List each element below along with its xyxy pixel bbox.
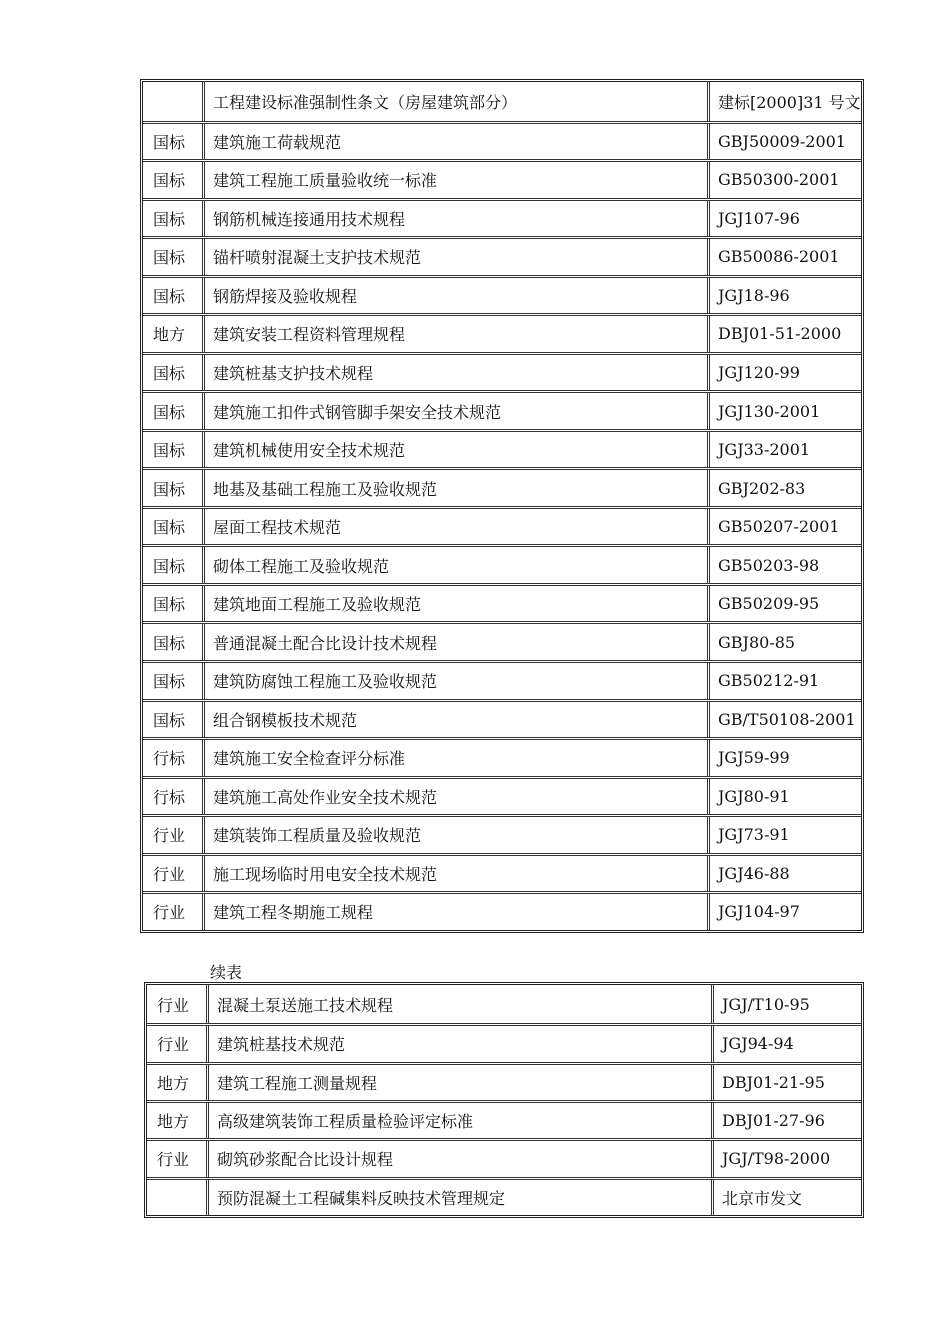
standard-code: JGJ120-99	[707, 355, 861, 391]
standard-category: 国标	[153, 248, 186, 268]
table-row	[147, 1100, 861, 1138]
standard-code: JGJ130-2001	[707, 393, 861, 429]
standard-category: 国标	[153, 171, 186, 191]
table-row	[143, 467, 861, 506]
standard-code: JGJ104-97	[707, 894, 861, 930]
table-row	[143, 583, 861, 622]
standard-category: 国标	[153, 441, 186, 461]
table-row	[143, 853, 861, 892]
standard-category: 国标	[153, 363, 186, 383]
standard-category: 行业	[157, 1150, 190, 1170]
standard-category: 国标	[153, 402, 186, 422]
standard-code: JGJ/T10-95	[711, 985, 861, 1023]
table-row	[143, 236, 861, 275]
standard-code: GB50203-98	[707, 547, 861, 583]
standard-name: 建筑机械使用安全技术规范	[202, 432, 707, 468]
standard-category: 地方	[153, 325, 186, 345]
standard-code: JGJ73-91	[707, 817, 861, 853]
standard-category: 国标	[153, 595, 186, 615]
standard-name: 建筑装饰工程质量及验收规范	[202, 817, 707, 853]
standard-category: 国标	[153, 672, 186, 692]
standard-category: 地方	[157, 1112, 190, 1132]
standard-code: GBJ80-85	[707, 624, 861, 660]
continued-label: 续表	[210, 963, 243, 982]
standard-category: 国标	[153, 479, 186, 499]
table-row	[143, 776, 861, 815]
standard-name: 工程建设标准强制性条文（房屋建筑部分）	[202, 82, 707, 121]
standard-category: 国标	[153, 286, 186, 306]
standard-code: JGJ94-94	[711, 1026, 861, 1061]
standard-code: JGJ46-88	[707, 856, 861, 892]
standard-category: 行业	[153, 864, 186, 884]
table-row	[143, 814, 861, 853]
standard-category: 行标	[153, 749, 186, 769]
table-row	[143, 737, 861, 776]
standard-category: 行业	[153, 826, 186, 846]
table-row	[143, 390, 861, 429]
table-row	[143, 275, 861, 314]
standard-category: 国标	[153, 633, 186, 653]
table-row	[143, 621, 861, 660]
standard-name: 钢筋焊接及验收规程	[202, 278, 707, 314]
table-row	[143, 506, 861, 545]
standard-name: 砌筑砂浆配合比设计规程	[206, 1141, 711, 1176]
standard-category	[147, 1180, 206, 1215]
standard-name: 建筑工程施工质量验收统一标准	[202, 162, 707, 198]
standard-code: JGJ59-99	[707, 740, 861, 776]
standard-category: 行业	[153, 903, 186, 923]
standards-table-continued	[144, 982, 864, 1218]
standard-name: 预防混凝土工程碱集料反映技术管理规定	[206, 1180, 711, 1215]
standards-table	[140, 79, 864, 933]
table-row	[147, 1062, 861, 1100]
standard-code: GBJ50009-2001	[707, 124, 861, 160]
table-row	[143, 198, 861, 237]
table-row	[143, 313, 861, 352]
standard-name: 建筑施工荷载规范	[202, 124, 707, 160]
standard-category: 国标	[153, 209, 186, 229]
standard-name: 建筑地面工程施工及验收规范	[202, 586, 707, 622]
standard-name: 建筑工程施工测量规程	[206, 1065, 711, 1100]
standard-code: GB50209-95	[707, 586, 861, 622]
standard-code: DBJ01-51-2000	[707, 316, 861, 352]
standard-code: 北京市发文	[711, 1180, 861, 1215]
table-row	[143, 121, 861, 160]
table-row	[143, 429, 861, 468]
standard-name: 组合钢模板技术规范	[202, 702, 707, 738]
standard-code: JGJ107-96	[707, 201, 861, 237]
standard-code: DBJ01-21-95	[711, 1065, 861, 1100]
standard-category: 行业	[157, 1035, 190, 1055]
standard-name: 砌体工程施工及验收规范	[202, 547, 707, 583]
table-row	[143, 660, 861, 699]
standard-code: JGJ33-2001	[707, 432, 861, 468]
standard-code: GB50212-91	[707, 663, 861, 699]
standard-name: 钢筋机械连接通用技术规程	[202, 201, 707, 237]
standard-code: GB/T50108-2001	[707, 702, 861, 738]
table-row	[143, 159, 861, 198]
standard-category	[143, 82, 202, 121]
standard-category: 行标	[153, 787, 186, 807]
standard-code: JGJ80-91	[707, 779, 861, 815]
standard-code: JGJ/T98-2000	[711, 1141, 861, 1176]
standard-name: 建筑施工安全检查评分标准	[202, 740, 707, 776]
standard-name: 建筑施工高处作业安全技术规范	[202, 779, 707, 815]
standard-code: 建标[2000]31 号文	[707, 82, 861, 121]
standard-name: 高级建筑装饰工程质量检验评定标准	[206, 1103, 711, 1138]
standard-category: 行业	[157, 995, 190, 1015]
standard-name: 建筑防腐蚀工程施工及验收规范	[202, 663, 707, 699]
standard-code: GB50086-2001	[707, 239, 861, 275]
standard-category: 地方	[157, 1073, 190, 1093]
standard-name: 锚杆喷射混凝土支护技术规范	[202, 239, 707, 275]
standard-name: 施工现场临时用电安全技术规范	[202, 856, 707, 892]
standard-name: 屋面工程技术规范	[202, 509, 707, 545]
standard-code: JGJ18-96	[707, 278, 861, 314]
table-row	[147, 985, 861, 1023]
table-row	[143, 82, 861, 121]
table-row	[143, 699, 861, 738]
standard-name: 混凝土泵送施工技术规程	[206, 985, 711, 1023]
standard-category: 国标	[153, 518, 186, 538]
table-row	[147, 1023, 861, 1061]
standard-category: 国标	[153, 710, 186, 730]
standard-code: GB50207-2001	[707, 509, 861, 545]
standard-name: 建筑工程冬期施工规程	[202, 894, 707, 930]
standard-name: 建筑桩基支护技术规程	[202, 355, 707, 391]
standard-name: 建筑施工扣件式钢管脚手架安全技术规范	[202, 393, 707, 429]
table-row	[147, 1177, 861, 1215]
standard-code: GB50300-2001	[707, 162, 861, 198]
standard-category: 国标	[153, 556, 186, 576]
table-row	[143, 891, 861, 930]
standard-name: 地基及基础工程施工及验收规范	[202, 470, 707, 506]
standard-name: 建筑安装工程资料管理规程	[202, 316, 707, 352]
standard-name: 建筑桩基技术规范	[206, 1026, 711, 1061]
standard-code: GBJ202-83	[707, 470, 861, 506]
standard-code: DBJ01-27-96	[711, 1103, 861, 1138]
standard-name: 普通混凝土配合比设计技术规程	[202, 624, 707, 660]
table-row	[143, 352, 861, 391]
table-row	[147, 1138, 861, 1176]
standard-category: 国标	[153, 132, 186, 152]
table-row	[143, 544, 861, 583]
